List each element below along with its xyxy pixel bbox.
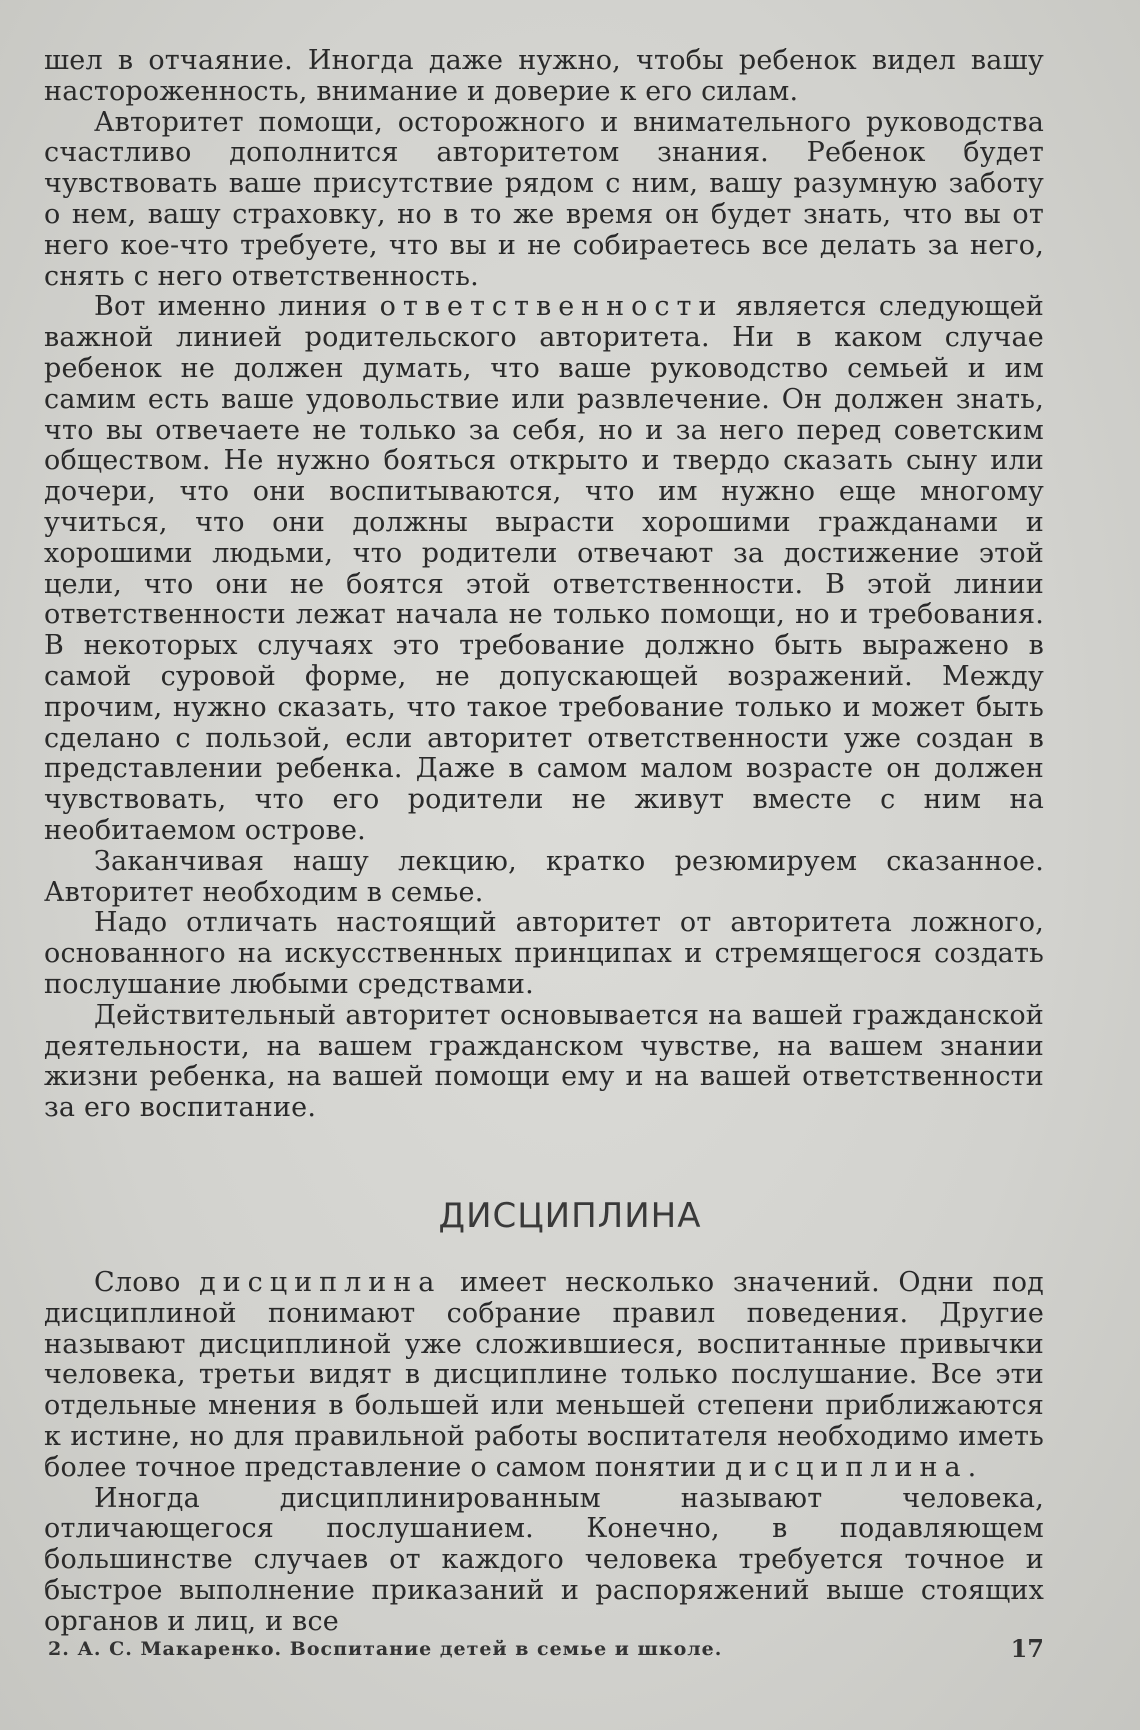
paragraph: шел в отчаяние. Иногда даже нужно, чтобы ребенок видел вашу настороженность, внимание и доверие к его силам. [44, 45, 1044, 107]
paragraph: Надо отличать настоящий авторитет от авторитета ложного, основанного на искусственных принципах и стремящегося создать послушание любыми средствами. [44, 907, 1044, 1000]
paragraph: Авторитет помощи, осторожного и внимательного руководства счастливо дополнится авторитетом знания. Ребенок будет чувствовать ваше присутствие рядом с ним, вашу разумную заботу о нем, вашу страховку, но в то же время он будет знать, что вы от него кое-что требуете, что вы и не собираетесь все делать за него, снять с него ответственность. [44, 106, 1044, 292]
discipline-section-text [44, 1268, 1044, 1638]
signature-mark: 2. А. С. Макаренко. Воспитание детей в семье и школе. [48, 1638, 723, 1660]
emphasized-term: ответственности [379, 291, 724, 323]
section-heading: ДИСЦИПЛИНА [438, 1196, 702, 1236]
page-number: 17 [1010, 1634, 1044, 1663]
emphasized-term: дисциплина [725, 1451, 968, 1483]
paragraph: Иногда дисциплинированным называют человека, отличающегося послушанием. Конечно, в подавляющем большинстве случаев от каждого человека требуется точное и быстрое выполнение приказаний и распоряжений выше стоящих органов и лиц, и все [44, 1482, 1044, 1637]
paragraph [44, 1268, 1044, 1484]
paragraph: Заканчивая нашу лекцию, кратко резюмируем сказанное. Авторитет необходим в семье. [44, 845, 1044, 908]
paragraph [44, 292, 1044, 846]
emphasized-term: дисциплина [199, 1267, 442, 1298]
paragraph-start: Вот именно линия [94, 291, 368, 323]
paragraph-rest: является следующей важной линией родительского авторитета. Ни в каком случае ребенок не должен думать, что ваше руководство семьей и им самим есть ваше удовольствие или развлечение. Он должен знать, что вы отвечаете не только за себя, но и за него перед советским обществом. Не нужно бояться открыто и твердо сказать сыну или дочери, что они воспитываются, что им нужно еще многому учиться, что они должны вырасти хорошими гражданами и хорошими людьми, что родители отвечают за достижение этой цели, что они не боятся этой ответственности. В этой линии ответственности лежат начала не только помощи, но и требования. В некоторых случаях это требование должно быть выражено в самой суровой форме, не допускающей возражений. Между прочим, нужно сказать, что такое требование только и может быть сделано с пользой, если авторитет ответственности уже создан в представлении ребенка. Даже в самом малом возрасте он должен чувствовать, что его родители не живут вместе с ним на необитаемом острове. [44, 291, 1044, 846]
paragraph: Действительный авторитет основывается на вашей гражданской деятельности, на вашем гражданском чувстве, на вашем знании жизни ребенка, на вашей помощи ему и на вашей ответственности за его воспитание. [44, 999, 1044, 1124]
paragraph-middle: имеет несколько значений. Одни под дисциплиной понимают собрание правил поведения. Другие называют дисциплиной уже сложившиеся, воспитанные привычки человека, третьи видят в дисциплине только послушание. Все эти отдельные мнения в большей или меньшей степени приближаются к истине, но для правильной работы воспитателя необходимо иметь более точное представление о самом понятии [44, 1267, 1044, 1483]
paragraph-start: Слово [94, 1267, 181, 1298]
lecture-conclusion-text [44, 46, 1044, 1124]
paragraph-end: . [967, 1451, 977, 1483]
